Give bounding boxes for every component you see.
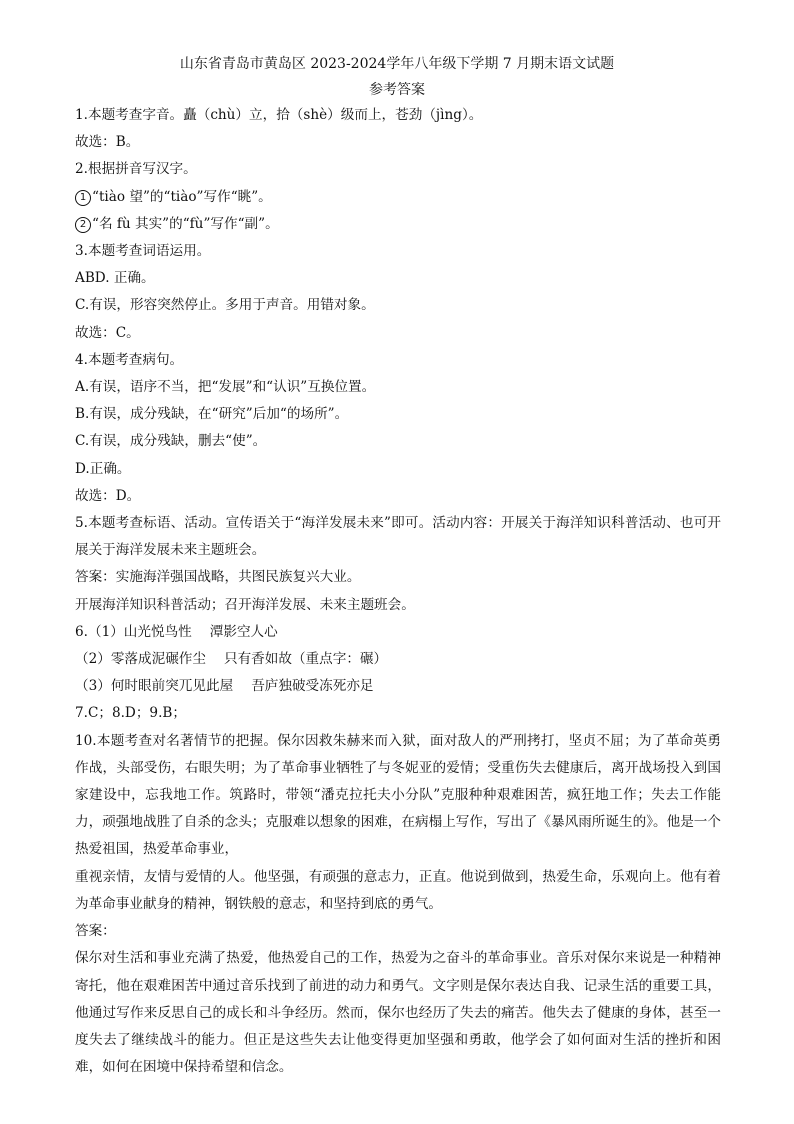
q10-answer-label: 答案： <box>75 923 116 940</box>
q4-option-c: C.有误，成分残缺，删去“使”。 <box>75 433 267 450</box>
q2-text: 2.根据拼音写汉字。 <box>75 161 197 178</box>
q1-choice: 故选：B。 <box>75 134 140 151</box>
q10-answer: 保尔对生活和事业充满了热爱，他热爱自己的工作，热爱为之奋斗的革命事业。音乐对保尔来说是一种精神寄托，他在艰难困苦中通过音乐找到了前进的动力和勇气。文字则是保尔表达自我、记录生活的重要工具，他通过写作来反思自己的成长和斗争经历。然而，保尔也经历了失去的痛苦。他失去了健康的身体，甚至一度失去了继续战斗的能力。但正是这些失去让他变得更加坚强和勇敢，他学会了如何面对生活的挫折和困难，如何在困境中保持希望和信念。 <box>75 950 721 1076</box>
q4-option-d: D.正确。 <box>75 460 131 477</box>
document-title: 山东省青岛市黄岛区 2023-2024学年八年级下学期 7 月期末语文试题 <box>179 56 615 72</box>
q4-choice: 故选：D。 <box>75 487 141 504</box>
q2-item-2-text: “名 fù 其实”的“fù”写作“副”。 <box>92 215 279 232</box>
q6-2-second: 只有香如故（重点字：碾） <box>224 651 388 668</box>
q10-text-continued: 重视亲情，友情与爱情的人。他坚强，有顽强的意志力，正直。他说到做到，热爱生命，乐观向上。他有着为革命事业献身的精神，钢铁般的意志，和坚持到底的勇气。 <box>75 868 721 912</box>
q2-item-2 <box>75 211 721 238</box>
q6-1-second: 潭影空人心 <box>209 623 278 640</box>
q5-activity: 开展海洋知识科普活动；召开海洋发展、未来主题班会。 <box>75 596 415 613</box>
q4-option-b: B.有误，成分残缺，在“研究”后加“的场所”。 <box>75 406 349 423</box>
q6-line-2 <box>75 646 721 673</box>
q3-option-abd: ABD. 正确。 <box>75 270 155 287</box>
circled-number-2: 2 <box>75 217 91 233</box>
q4-option-a: A.有误，语序不当，把“发展”和“认识”互换位置。 <box>75 379 376 396</box>
q5-text: 5.本题考查标语、活动。宣传语关于“海洋发展未来”即可。活动内容：开展关于海洋知识科普活动、也可开展关于海洋发展未来主题班会。 <box>75 515 721 559</box>
q10-text: 10.本题考查对名著情节的把握。保尔因救朱赫来而入狱，面对敌人的严刑拷打，坚贞不屈；为了革命英勇作战，头部受伤，右眼失明；为了革命事业牺牲了与冬妮亚的爱情；受重伤失去健康后，离开战场投入到国家建设中，忘我地工作。筑路时，带领“潘克拉托夫小分队”克服种种艰难困苦，疯狂地工作；失去工作能力，顽强地战胜了自杀的念头；克服难以想象的困难，在病榻上写作，写出了《暴风雨所诞生的》。他是一个热爱祖国，热爱革命事业， <box>75 732 721 858</box>
q6-3-first: （3）何时眼前突兀见此屋 <box>75 678 234 695</box>
q1-text: 1.本题考查字音。矗（chù）立，拾（shè）级而上，苍劲（jìng）。 <box>75 107 483 123</box>
q2-item-1-text: “tiào 望”的“tiào”写作“眺”。 <box>92 188 272 205</box>
answer-body <box>75 102 721 1081</box>
q5-answer: 答案：实施海洋强国战略，共图民族复兴大业。 <box>75 569 361 586</box>
document-subtitle: 参考答案 <box>369 82 425 98</box>
q4-text: 4.本题考查病句。 <box>75 351 184 368</box>
q6-1-first: 6.（1）山光悦鸟性 <box>75 623 192 640</box>
q3-option-c: C.有误，形容突然停止。多用于声音。用错对象。 <box>75 297 375 314</box>
q3-choice: 故选：C。 <box>75 324 140 341</box>
q2-item-1 <box>75 184 721 211</box>
q6-line-3 <box>75 673 721 700</box>
circled-number-1: 1 <box>75 190 91 206</box>
q7-8-9-answers: 7.C；8.D；9.B； <box>75 705 186 722</box>
q6-3-second: 吾庐独破受冻死亦足 <box>251 678 374 695</box>
q6-line-1 <box>75 619 721 646</box>
q6-2-first: （2）零落成泥碾作尘 <box>75 651 206 668</box>
q3-text: 3.本题考查词语运用。 <box>75 243 211 260</box>
